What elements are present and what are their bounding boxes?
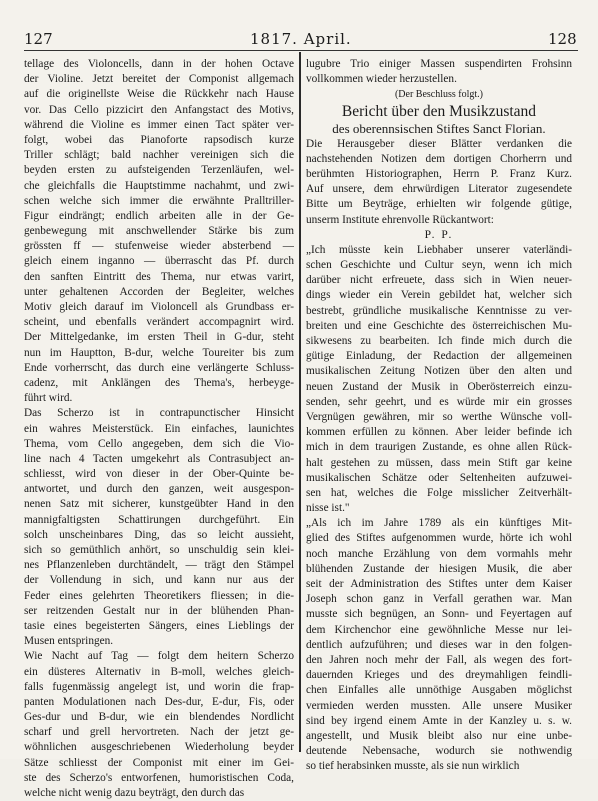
- text-line: musikalischen Schätze oder Seltenheiten aufzuwei-: [306, 471, 572, 484]
- text-line: grössten ff — stufenweise wieder absterbend —: [24, 240, 294, 253]
- text-line: vor. Das Cello pizzicirt den Anfangstact des Motivs,: [24, 103, 294, 116]
- text-line: bestrebt, gründliche musikalische Kenntnisse zu ver-: [306, 304, 572, 317]
- text-line: ser reitzenden Gestalt nur in der blühenden Phan-: [24, 604, 294, 617]
- text-line: Sätze schliesst der Componist mit einer im Gei-: [24, 756, 294, 769]
- text-line: Figur eindrängt; endlich arbeiten alle in der Ge-: [24, 209, 294, 222]
- text-line: mannigfaltigsten Schattirungen durchgeführt. Ein: [24, 513, 294, 526]
- letter-paragraph-2: [306, 516, 572, 774]
- text-line: mich in dem traurigen Zustande, es ohne allen Rück-: [306, 441, 572, 454]
- intro-paragraph: [306, 137, 572, 228]
- text-line: lugubre Trio einiger Massen suspendirten Frohsinn: [306, 58, 572, 70]
- text-line: Der Mittelgedanke, im ersten Theil in G-dur, steht: [24, 331, 294, 344]
- text-line: „Ich müsste kein Liebhaber unserer vaterländi-: [306, 243, 572, 256]
- text-line: nachstehenden Notizen dem dortigen Chorherrn und: [306, 152, 572, 165]
- text-line: sind bey irgend einem Amte in der Kanzley u. s. w.: [306, 714, 572, 727]
- text-line: solch unscheinbares Ding, das so leicht aussieht,: [24, 528, 294, 541]
- text-line: der Vollendung in sich, und kann nur aus der: [24, 574, 294, 587]
- text-line: dem Kirchenchor eine gewöhnliche Messe nur lei-: [306, 623, 572, 636]
- text-line: Musen entspringen.: [24, 635, 114, 648]
- text-line: genbewegung mit anschwellender Stärke bis zum: [24, 225, 294, 238]
- text-line: angestellt, und Musik bleibt also nur eine unbe-: [306, 729, 572, 742]
- text-line: „Als ich im Jahre 1789 als ein künftiges Mit-: [306, 517, 572, 530]
- text-line: dauernden Krieges und des dreymahligen feindli-: [306, 669, 572, 682]
- text-line: sich so gemüthlich anhört, so unschuldig sein klei-: [24, 544, 294, 556]
- text-line: Joseph schon ganz in Verfall gerathen war. Man: [306, 593, 572, 606]
- text-line: scharf und grell hervortreten. Nach der jetzt ge-: [24, 726, 294, 739]
- text-line: seit der Administration des Stiftes unter dem Kaiser: [306, 578, 572, 591]
- text-line: vollkommen wieder herzustellen.: [306, 73, 457, 86]
- text-line: ein wahres Meisterstück. Ein einfaches, launichtes: [24, 422, 294, 435]
- page-number-left: 127: [24, 30, 53, 48]
- text-line: Ges-dur und B-dur, wie ein blendendes Nordlicht: [24, 711, 294, 724]
- text-line: dings wieder ein Verein gebildet hat, welcher sich: [306, 289, 572, 302]
- text-line: nisse ist.": [306, 502, 350, 515]
- text-line: Bitte um Beyträge, erhielten wir folgende gütige,: [306, 198, 572, 211]
- text-line: folgt, wobei das Pianoforte rapsodisch kurze: [24, 133, 294, 146]
- text-line: glied des Stiftes aufgenommen wurde, hörte ich wohl: [306, 532, 572, 545]
- text-line: welche nicht wenig dazu beyträgt, den durch das: [24, 787, 245, 799]
- text-line: Das Scherzo ist in contrapunctischer Hinsicht: [24, 407, 294, 420]
- text-line: gütige Einladung, der Redaction der allgemeinen: [306, 350, 572, 363]
- text-line: Thema, vom Cello angegeben, dem sich die Vio-: [24, 437, 294, 450]
- text-line: berühmten Historiographen, Herrn P. Franz Kurz.: [306, 167, 572, 180]
- text-line: während die Violine es immer einen Tact später ver-: [24, 118, 294, 131]
- text-line: auf die originellste Weise die Rückkehr nach Hause: [24, 88, 294, 101]
- article-subheading: des oberennsischen Stiftes Sanct Florian.: [332, 120, 546, 136]
- text-line: schen welche sich immer die erwähnte Pralltriller-: [24, 194, 294, 207]
- issue-date: 1817. April.: [250, 30, 352, 48]
- text-line: halt gestehen zu müssen, dass mein Stift gar keine: [306, 456, 572, 469]
- article-heading: Bericht über den Musikzustand: [341, 102, 537, 120]
- text-line: ein düsteres Alternativ in B-moll, welches gleich-: [24, 665, 294, 678]
- text-line: beyden ersten zu aufsteigenden Terzenläufen, wel-: [24, 164, 294, 177]
- continuation-note: (Der Beschluss folgt.): [394, 89, 484, 101]
- text-line: so tief herabsinken musste, als sie nun wirklich: [306, 760, 520, 773]
- text-line: Triller schlägt; bald nachher vereinigen sich die: [24, 149, 294, 162]
- text-line: der Violine. Jetzt bereitet der Componist allgemach: [24, 73, 294, 86]
- text-line: musste sich begnügen, an Sonn- und Feyertagen auf: [306, 608, 572, 621]
- text-line: Auf unsere, dem ehrwürdigen Literator zugesendete: [306, 183, 572, 196]
- text-line: nenen Satz mit sicherer, kunstgeübter Hand in den: [24, 498, 294, 511]
- text-line: deutende Nebensache, wodurch sie nothwendig: [306, 745, 572, 758]
- text-line: panten Modulationen nach Des-dur, E-dur, Fis, oder: [24, 695, 294, 708]
- text-line: scheint, und ebenfalls verändert accompagnirt wird.: [24, 316, 294, 329]
- salutation: P. P.: [424, 228, 454, 241]
- text-line: Motiv gleich darauf im Violoncell als Grundbass er-: [24, 301, 294, 313]
- page-header: [0, 30, 598, 52]
- text-line: sikwesens zu bearbeiten. Ich finde mich durch die: [306, 335, 572, 348]
- text-line: nun im Hauptton, B-dur, welche Toureiter bis zum: [24, 346, 294, 359]
- text-line: line nach 4 Tacten umgekehrt als Contrasubject an-: [24, 452, 294, 465]
- text-line: gleich einem inganno — überrascht das Pf. durch: [24, 255, 294, 268]
- text-line: schliesst, wird von dieser in der Ober-Quinte be-: [24, 468, 294, 481]
- letter-paragraph-1: [306, 243, 572, 516]
- text-line: chen Einfalles alle unnöthige Ausgaben möglichst: [306, 684, 572, 697]
- text-line: kommen erfüllen zu können. Aber leider befinde ich: [306, 426, 572, 439]
- page-number-right: 128: [548, 30, 577, 48]
- text-line: darüber nicht erfreuete, dass sich in Wien neuer-: [306, 274, 572, 287]
- text-line: musikalischen Zeitung Notizen über den alten und: [306, 365, 572, 378]
- text-line: breiten und eine Geschichte des österreichischen Mu-: [306, 319, 572, 332]
- header-rule: [24, 50, 578, 51]
- text-line: führt wird.: [24, 392, 73, 405]
- text-line: Vergnügen gewähren, mir so werthe Wünsche voll-: [306, 410, 572, 423]
- text-line: Feder eines gelehrten Theoretikers fliessen; in die-: [24, 589, 294, 602]
- text-line: wöhnlichen ausgeschriebenen Wiederholung beyder: [24, 741, 294, 754]
- text-line: ste des Scherzo's entworfenen, humoristischen Coda,: [24, 771, 294, 784]
- text-line: blühenden Zustande der hiesigen Musik, die aber: [306, 562, 572, 575]
- text-line: Die Herausgeber dieser Blätter verdanken die: [306, 137, 572, 150]
- text-line: antwortet, und durch den ganzen, weit ausgespon-: [24, 483, 294, 496]
- left-column: [24, 57, 294, 801]
- text-line: unserm Institute ehrenvolle Rückantwort:: [306, 213, 494, 226]
- text-line: den sanften Eintritt des Thema, nur etwas varirt,: [24, 270, 294, 283]
- text-line: unter gehaltenen Accorden der Begleiter, welches: [24, 285, 294, 298]
- text-line: sen hat, welches die Folge misslicher Zeitverhält-: [306, 486, 572, 499]
- text-line: senden, sehr geehrt, und es würde mir ein grosses: [306, 395, 572, 408]
- text-line: dentlich aufzuführen; und dieses war in den folgen-: [306, 638, 572, 651]
- right-column: [306, 57, 572, 774]
- continuation-text: [306, 57, 572, 87]
- text-line: noch manche Erzählung von dem vormahls mehr: [306, 547, 572, 560]
- text-line: cadenz, mit Anklängen des Thema's, herbeyge-: [24, 376, 294, 389]
- text-line: tasie eines begeisterten Sängers, eines Lieblings der: [24, 619, 294, 632]
- text-line: falls fugenmässig angelegt ist, und worin die frap-: [24, 680, 294, 693]
- text-line: schen Geschichte und Cultur seyn, wenn ich mich: [306, 259, 572, 272]
- text-line: che gleichfalls die Hauptstimme nachahmt, und zwi-: [24, 179, 294, 192]
- text-line: neuen Zustand der Musik in Oberösterreich einzu-: [306, 380, 572, 393]
- text-line: Wie Nacht auf Tag — folgt dem heitern Scherzo: [24, 650, 294, 663]
- text-line: nes Pflanzenleben durchtändelt, — trägt den Stämpel: [24, 559, 294, 572]
- text-line: den Jahren noch mehr der Fall, als wegen des fort-: [306, 653, 572, 666]
- text-line: vermieden werden mussten. Alle unsere Musiker: [306, 699, 572, 712]
- column-divider: [299, 52, 301, 752]
- text-line: tellage des Violoncells, dann in der hohen Octave: [24, 58, 294, 70]
- text-line: Ende vorherrscht, das durch eine verlängerte Schluss-: [24, 361, 294, 374]
